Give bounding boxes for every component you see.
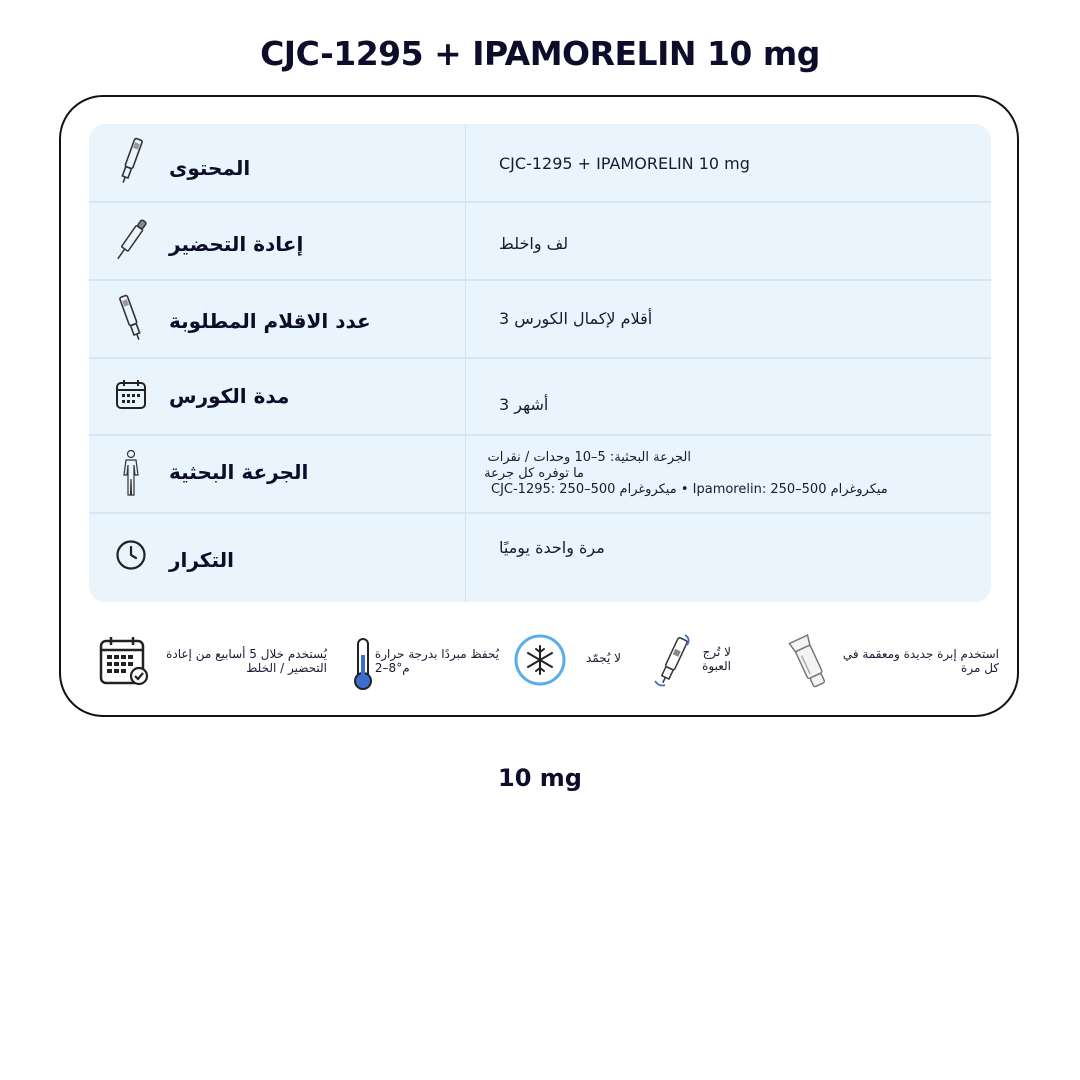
calendar-icon <box>111 369 151 419</box>
clock-icon <box>111 530 151 580</box>
strength-label: 10 mg <box>498 764 582 792</box>
footer-item-usage-window <box>99 625 329 695</box>
storage-instructions <box>89 625 999 695</box>
table-row-research-dose <box>89 436 991 514</box>
snowflake-icon <box>513 633 567 687</box>
table-row-pens-needed <box>89 281 991 359</box>
needle-cap-icon <box>785 633 833 691</box>
footer-text-line: التحضير / الخلط <box>246 661 327 675</box>
row-label: مدة الكورس <box>169 384 290 408</box>
footer-text-line: يُستخدم خلال 5 أسابيع من إعادة <box>166 647 327 661</box>
footer-text <box>702 645 731 673</box>
row-label: التكرار <box>169 548 234 572</box>
row-value: CJC-1295 + IPAMORELIN 10 mg <box>499 154 750 173</box>
row-label: إعادة التحضير <box>169 232 304 256</box>
row-value: لف واخلط <box>499 234 569 253</box>
table-row-reconstitution <box>89 203 991 281</box>
footer-text <box>166 647 327 675</box>
footer-text <box>375 647 499 675</box>
row-label: المحتوى <box>169 156 251 180</box>
footer-text-line: لا يُجمّد <box>586 651 621 665</box>
page-title: CJC-1295 + IPAMORELIN 10 mg <box>260 34 820 73</box>
row-label: عدد الاقلام المطلوبة <box>169 309 371 333</box>
footer-item-no-freeze <box>513 625 623 695</box>
product-info-card <box>59 95 1019 717</box>
footer-item-new-needle <box>785 625 997 695</box>
footer-item-refrigerate <box>351 625 501 695</box>
row-label: الجرعة البحثية <box>169 460 309 484</box>
pen-shake-icon <box>649 631 697 691</box>
footer-text-line: العبوة <box>702 659 731 673</box>
dropper-icon <box>111 215 151 265</box>
pen-icon <box>111 136 151 186</box>
footer-text-line: كل مرة <box>961 661 999 675</box>
table-row-frequency <box>89 514 991 602</box>
footer-text <box>843 647 999 675</box>
row-value: أشهر 3 <box>499 395 549 414</box>
row-value: مرة واحدة يوميًا <box>499 538 605 557</box>
calendar-check-icon <box>99 635 151 687</box>
dose-line: ما توفره كل جرعة <box>484 466 584 481</box>
dose-line: الجرعة البحثية: 5–10 وحدات / نقرات <box>487 450 691 465</box>
table-row-content <box>89 124 991 203</box>
row-value: أقلام لإكمال الكورس 3 <box>499 309 653 328</box>
footer-text-line: استخدم إبرة جديدة ومعقمة في <box>842 647 999 661</box>
footer-text-line: 2–8°م <box>374 661 410 675</box>
footer-item-no-shake <box>649 625 739 695</box>
table-row-course-duration <box>89 359 991 436</box>
footer-text <box>586 651 621 665</box>
row-value-lines <box>484 450 888 498</box>
footer-text-line: يُحفظ مبردًا بدرجة حرارة <box>374 647 499 661</box>
pen-icon <box>111 293 151 343</box>
info-table <box>89 124 991 602</box>
thermometer-icon <box>351 637 375 691</box>
footer-text-line: لا تُرج <box>702 645 731 659</box>
dose-line: CJC-1295: 250–500 ميكروغرام • Ipamorelin: 250–500 ميكروغرام <box>491 482 888 497</box>
human-body-icon <box>111 448 151 498</box>
